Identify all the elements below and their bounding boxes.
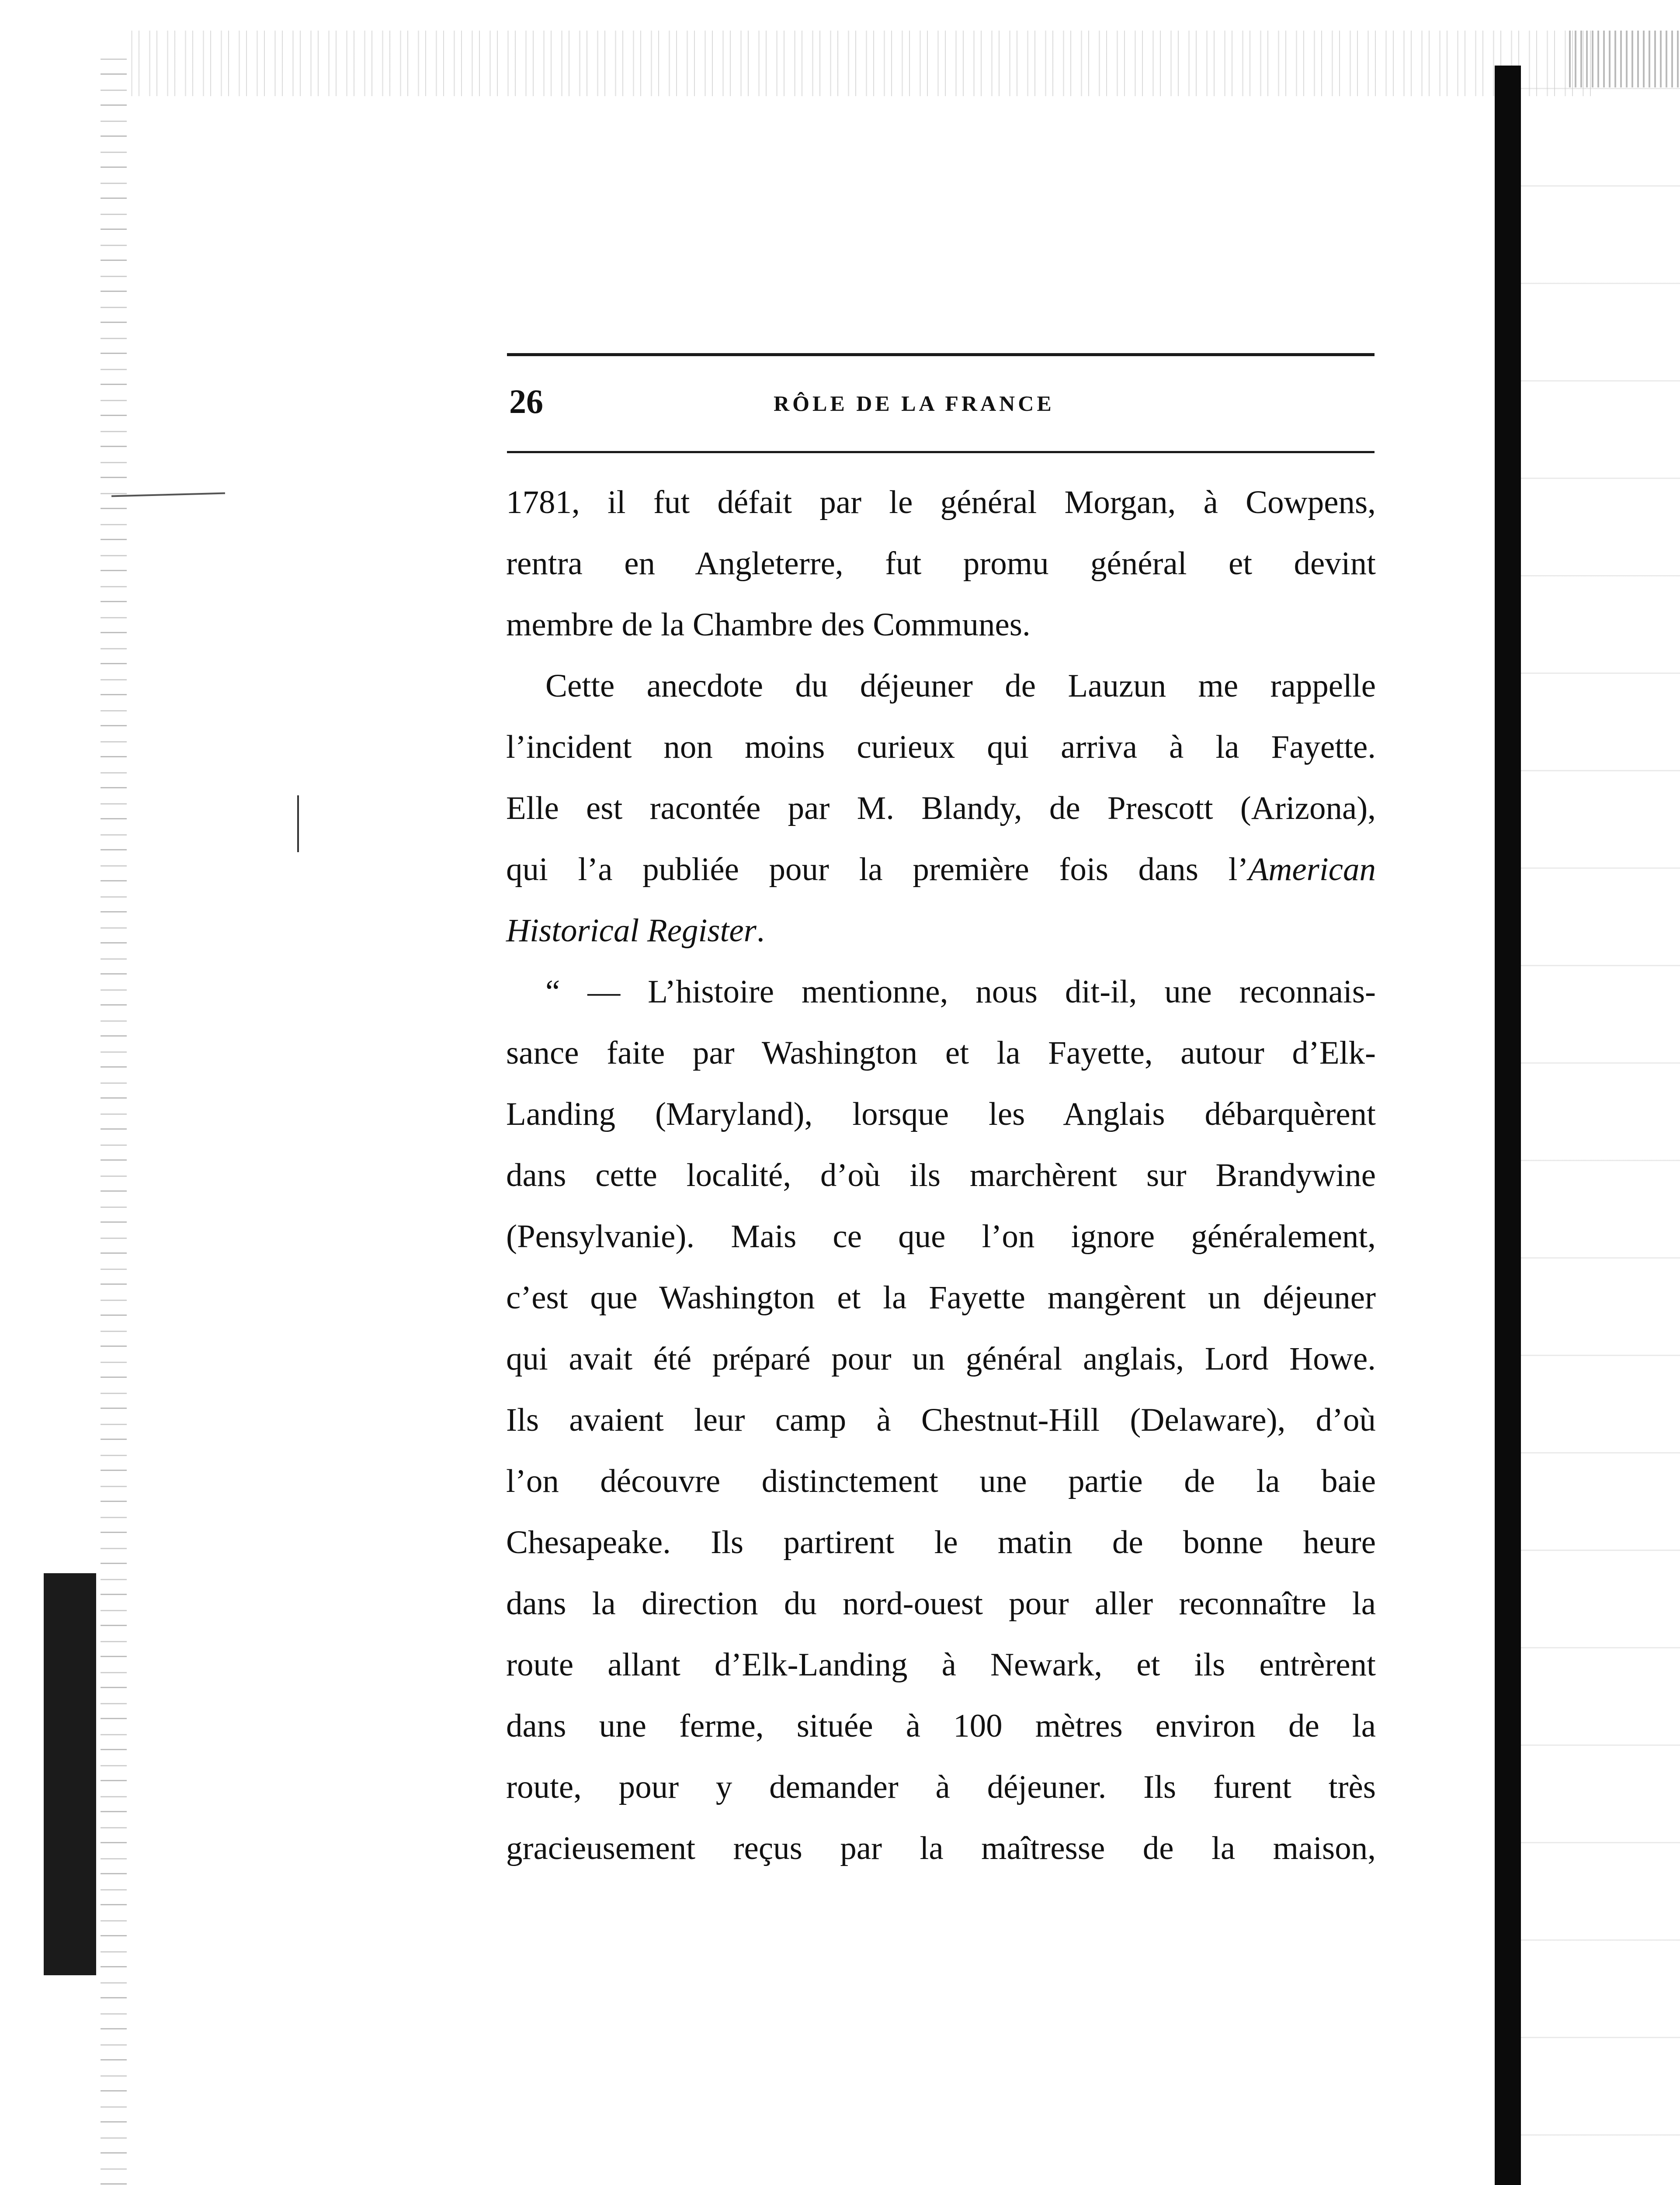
scan-noise-top xyxy=(131,31,1591,96)
text-line: Chesapeake. Ils partirent le matin de bonne heure xyxy=(506,1524,1376,1561)
text-line: sance faite par Washington et la Fayette, autour d’Elk- xyxy=(506,1035,1376,1071)
text-line: 1781, il fut défait par le général Morgan, à Cowpens, xyxy=(506,484,1376,520)
scan-shadow-right xyxy=(1495,66,1521,2185)
running-title: RÔLE DE LA FRANCE xyxy=(774,391,1055,416)
text-line: membre de la Chambre des Communes. xyxy=(506,607,1031,643)
scan-noise-right xyxy=(1521,66,1680,2185)
text-line: l’incident non moins curieux qui arriva à la Fayette. xyxy=(506,729,1376,765)
text-line: Ils avaient leur camp à Chestnut-Hill (Delaware), d’où xyxy=(506,1402,1376,1438)
text-line: Cette anecdote du déjeuner de Lauzun me rappelle xyxy=(545,668,1376,704)
text-line: route, pour y demander à déjeuner. Ils furent très xyxy=(506,1769,1376,1805)
header-rule-top xyxy=(507,353,1375,356)
text-run: qui l’a publiée pour la première fois dans l’ xyxy=(506,851,1249,888)
header-rule-bottom xyxy=(507,451,1375,453)
text-line: dans la direction du nord-ouest pour aller reconnaître la xyxy=(506,1585,1376,1622)
text-line: gracieusement reçus par la maîtresse de la maison, xyxy=(506,1830,1376,1866)
page-number: 26 xyxy=(509,382,543,420)
text-line: dans une ferme, située à 100 mètres environ de la xyxy=(506,1708,1376,1744)
text-line: (Pensylvanie). Mais ce que l’on ignore généralement, xyxy=(506,1218,1376,1255)
text-line: c’est que Washington et la Fayette mangèrent un déjeuner xyxy=(506,1280,1376,1316)
journal-title-italic: Historical Register xyxy=(506,912,757,949)
text-line: l’on découvre distinctement une partie de la baie xyxy=(506,1463,1376,1499)
text-line: Landing (Maryland), lorsque les Anglais débarquèrent xyxy=(506,1096,1376,1132)
margin-tick xyxy=(297,795,299,852)
text-line xyxy=(506,850,1376,889)
text-line: qui avait été préparé pour un général anglais, Lord Howe. xyxy=(506,1341,1376,1377)
scan-noise-left xyxy=(101,44,127,2185)
text-line: Elle est racontée par M. Blandy, de Prescott (Arizona), xyxy=(506,790,1376,826)
scan-shadow-left xyxy=(44,1573,96,1975)
text-line: rentra en Angleterre, fut promu général et devint xyxy=(506,545,1376,582)
text-line: “ — L’histoire mentionne, nous dit-il, une reconnais- xyxy=(545,974,1376,1010)
text-run: . xyxy=(756,912,765,949)
journal-title-italic: American xyxy=(1248,851,1376,888)
text-line xyxy=(506,911,1376,950)
margin-mark xyxy=(111,492,225,497)
text-line: route allant d’Elk-Landing à Newark, et ils entrèrent xyxy=(506,1647,1376,1683)
text-line: dans cette localité, d’où ils marchèrent sur Brandywine xyxy=(506,1157,1376,1193)
